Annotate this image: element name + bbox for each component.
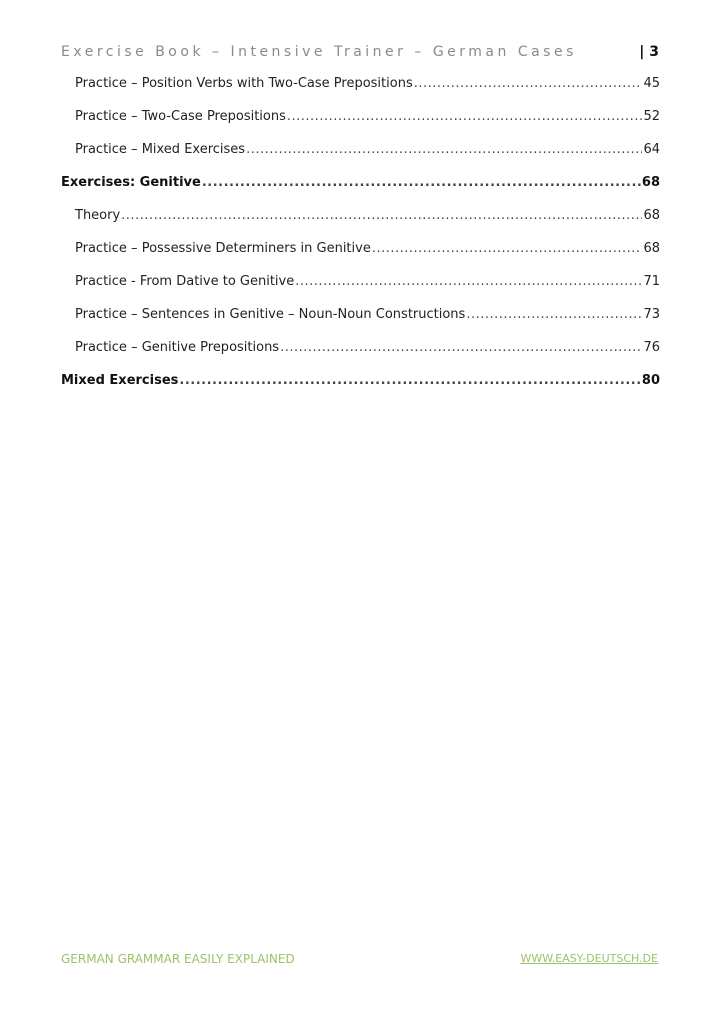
toc-entry-genitive-prepositions[interactable] — [61, 340, 660, 373]
toc-entry-label: Practice – Genitive Prepositions — [75, 340, 280, 355]
toc-entry-two-case-prepositions[interactable] — [61, 109, 660, 142]
toc-section-page: 68 — [641, 175, 660, 190]
table-of-contents — [61, 76, 660, 406]
toc-entry-label: Practice – Possessive Determiners in Genitive — [75, 241, 371, 256]
toc-entry-dative-to-genitive[interactable] — [61, 274, 660, 307]
toc-entry-label: Practice – Mixed Exercises — [75, 142, 246, 157]
dot-leader — [280, 340, 642, 355]
toc-entry-noun-noun-constructions[interactable] — [61, 307, 660, 340]
toc-entry-page: 68 — [643, 241, 660, 256]
toc-section-page: 80 — [641, 373, 660, 388]
toc-entry-page: 68 — [643, 208, 660, 223]
header-title: Exercise Book – Intensive Trainer – German Cases — [61, 44, 577, 60]
page-number: | 3 — [639, 44, 659, 60]
toc-section-label: Exercises: Genitive — [61, 175, 201, 190]
footer-website-link[interactable]: WWW.EASY-DEUTSCH.DE — [520, 952, 658, 965]
toc-entry-page: 76 — [643, 340, 660, 355]
dot-leader — [295, 274, 642, 289]
toc-entry-mixed-exercises-practice[interactable] — [61, 142, 660, 175]
footer-tagline: GERMAN GRAMMAR EASILY EXPLAINED — [61, 952, 295, 966]
dot-leader — [414, 76, 643, 91]
toc-section-genitive[interactable] — [61, 175, 660, 208]
dot-leader — [121, 208, 642, 223]
toc-entry-page: 52 — [643, 109, 660, 124]
toc-entry-label: Practice - From Dative to Genitive — [75, 274, 295, 289]
page-footer — [61, 952, 658, 972]
dot-leader — [372, 241, 643, 256]
dot-leader — [246, 142, 642, 157]
toc-entry-possessive-determiners[interactable] — [61, 241, 660, 274]
toc-entry-page: 73 — [643, 307, 660, 322]
toc-section-label: Mixed Exercises — [61, 373, 179, 388]
toc-entry-page: 64 — [643, 142, 660, 157]
dot-leader — [466, 307, 642, 322]
dot-leader — [202, 175, 641, 190]
toc-section-mixed-exercises[interactable] — [61, 373, 660, 406]
toc-entry-page: 45 — [643, 76, 660, 91]
toc-entry-label: Practice – Sentences in Genitive – Noun-Noun Constructions — [75, 307, 466, 322]
toc-entry-label: Theory — [75, 208, 121, 223]
toc-entry-label: Practice – Position Verbs with Two-Case Prepositions — [75, 76, 413, 91]
toc-entry-page: 71 — [643, 274, 660, 289]
toc-entry-theory[interactable] — [61, 208, 660, 241]
page-header — [61, 44, 659, 64]
toc-entry-label: Practice – Two-Case Prepositions — [75, 109, 286, 124]
dot-leader — [179, 373, 641, 388]
toc-entry-position-verbs[interactable] — [61, 76, 660, 109]
dot-leader — [287, 109, 643, 124]
